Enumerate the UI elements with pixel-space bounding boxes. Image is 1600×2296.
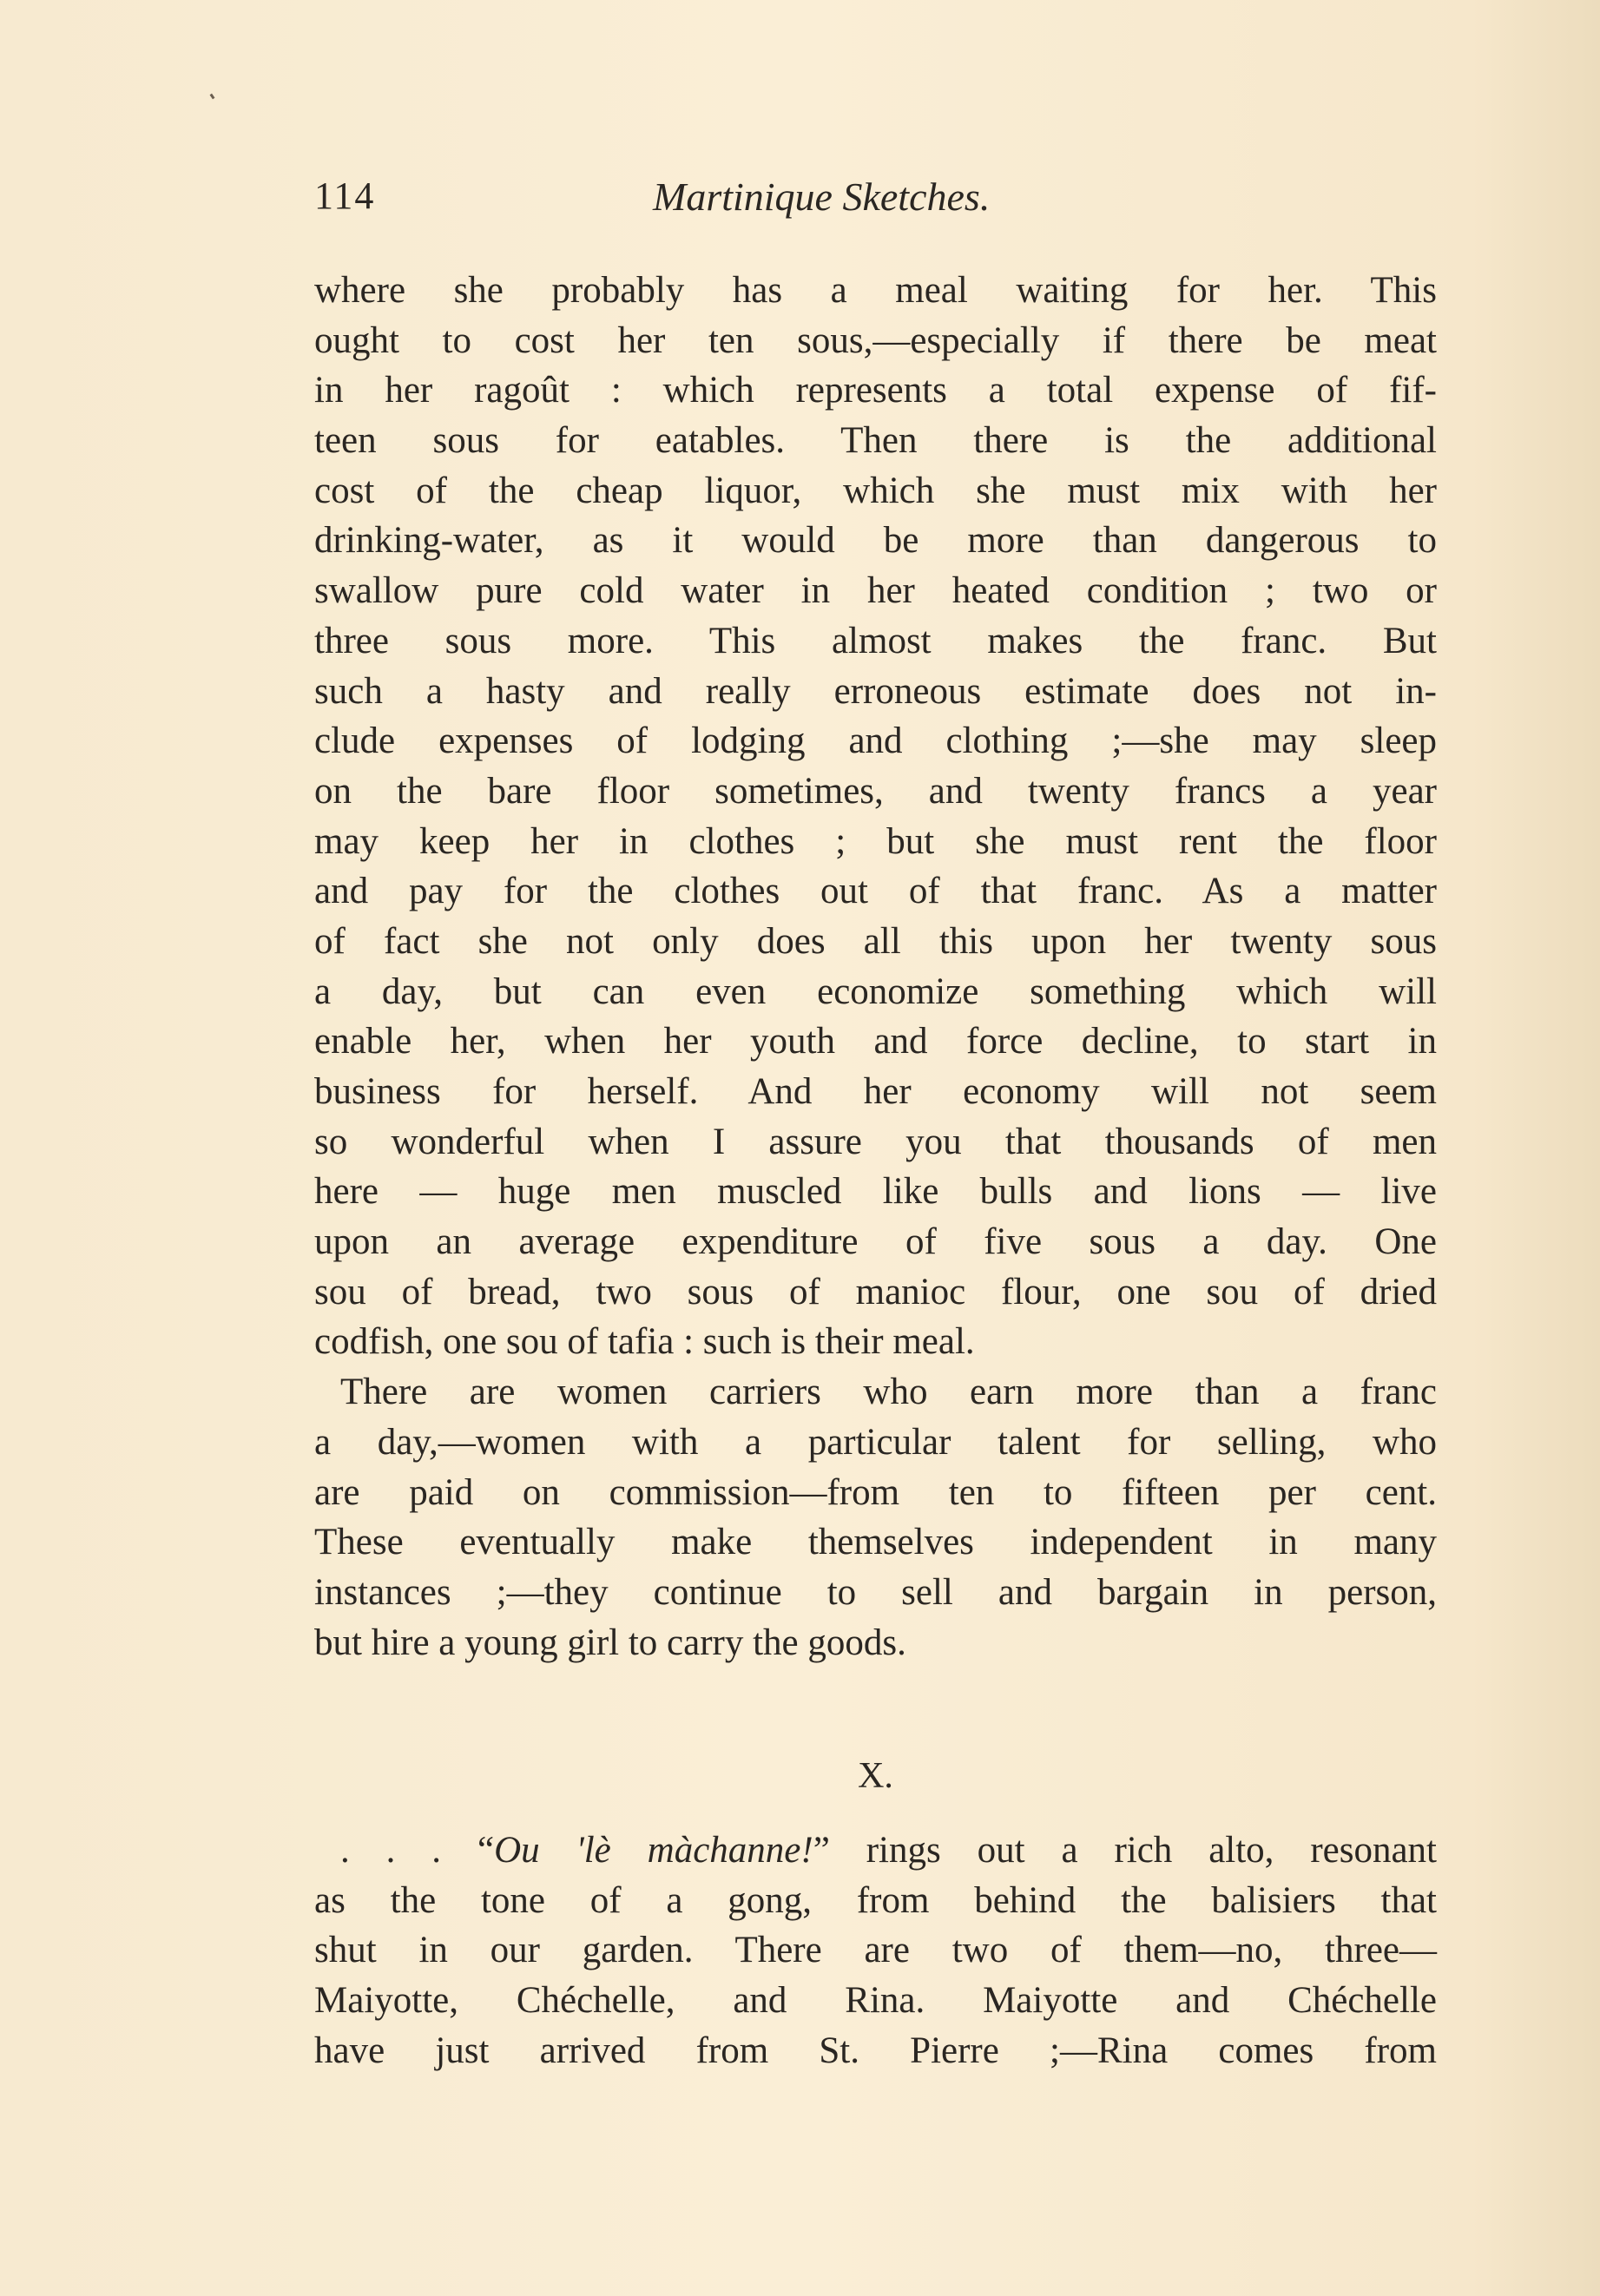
text-line: swallow pure cold water in her heated condition ; two or xyxy=(314,570,1437,612)
text-span: ” rings out a rich alto, resonant xyxy=(813,1830,1438,1871)
text-line: of fact she not only does all this upon her twenty sous xyxy=(314,920,1437,962)
text-line: sou of bread, two sous of manioc flour, one sou of dried xyxy=(314,1271,1437,1312)
ellipsis-quote: . . . “ xyxy=(340,1830,495,1871)
paragraph-2 xyxy=(314,1367,1437,1668)
text-line: instances ;—they continue to sell and bargain in person, xyxy=(314,1571,1437,1613)
running-head xyxy=(314,174,1437,234)
text-line: and pay for the clothes out of that franc. As a matter xyxy=(314,871,1437,912)
body-text xyxy=(314,266,1437,1668)
text-line: a day, but can even economize something which will xyxy=(314,970,1437,1012)
text-line: There are women carriers who earn more than a franc xyxy=(340,1372,1437,1413)
text-line: such a hasty and really erroneous estimate does not in- xyxy=(314,670,1437,712)
text-line: as the tone of a gong, from behind the balisiers that xyxy=(314,1879,1437,1921)
text-line: upon an average expenditure of five sous a day. One xyxy=(314,1221,1437,1263)
text-line: Maiyotte, Chéchelle, and Rina. Maiyotte and Chéchelle xyxy=(314,1980,1437,2022)
text-line xyxy=(314,1826,1437,1876)
text-line: but hire a young girl to carry the goods. xyxy=(314,1622,906,1663)
page-number: 114 xyxy=(314,174,376,217)
running-title: Martinique Sketches. xyxy=(653,174,991,219)
section-paragraph xyxy=(314,1826,1437,2076)
section-heading: X. xyxy=(858,1756,893,1796)
text-line: have just arrived from St. Pierre ;—Rina comes from xyxy=(314,2030,1437,2071)
text-line: on the bare floor sometimes, and twenty francs a year xyxy=(314,770,1437,812)
scan-speck xyxy=(210,94,215,100)
text-line: business for herself. And her economy will not seem xyxy=(314,1071,1437,1112)
text-line: cost of the cheap liquor, which she must mix with her xyxy=(314,470,1437,511)
text-line: in her ragoût : which represents a total expense of fif- xyxy=(314,370,1437,411)
text-line: are paid on commission—from ten to fifteen per cent. xyxy=(314,1471,1437,1513)
text-line: so wonderful when I assure you that thousands of men xyxy=(314,1121,1437,1162)
text-line: ought to cost her ten sous,—especially if there be meat xyxy=(314,319,1437,361)
creole-cry: Ou 'lè màchanne! xyxy=(494,1830,813,1871)
text-line: clude expenses of lodging and clothing ;—she may sleep xyxy=(314,720,1437,762)
text-line: three sous more. This almost makes the franc. But xyxy=(314,620,1437,661)
text-line: drinking-water, as it would be more than dangerous to xyxy=(314,520,1437,562)
text-line: codfish, one sou of tafia : such is their meal. xyxy=(314,1321,975,1363)
text-line: enable her, when her youth and force decline, to start in xyxy=(314,1021,1437,1062)
text-line: shut in our garden. There are two of them—no, three— xyxy=(314,1930,1437,1971)
text-line: These eventually make themselves independent in many xyxy=(314,1522,1437,1563)
text-line: may keep her in clothes ; but she must rent the floor xyxy=(314,820,1437,862)
text-line: teen sous for eatables. Then there is the additional xyxy=(314,420,1437,462)
paragraph-1 xyxy=(314,266,1437,1367)
text-line: where she probably has a meal waiting for her. This xyxy=(314,270,1437,311)
text-line: here — huge men muscled like bulls and lions — live xyxy=(314,1171,1437,1213)
text-line: a day,—women with a particular talent for selling, who xyxy=(314,1421,1437,1463)
